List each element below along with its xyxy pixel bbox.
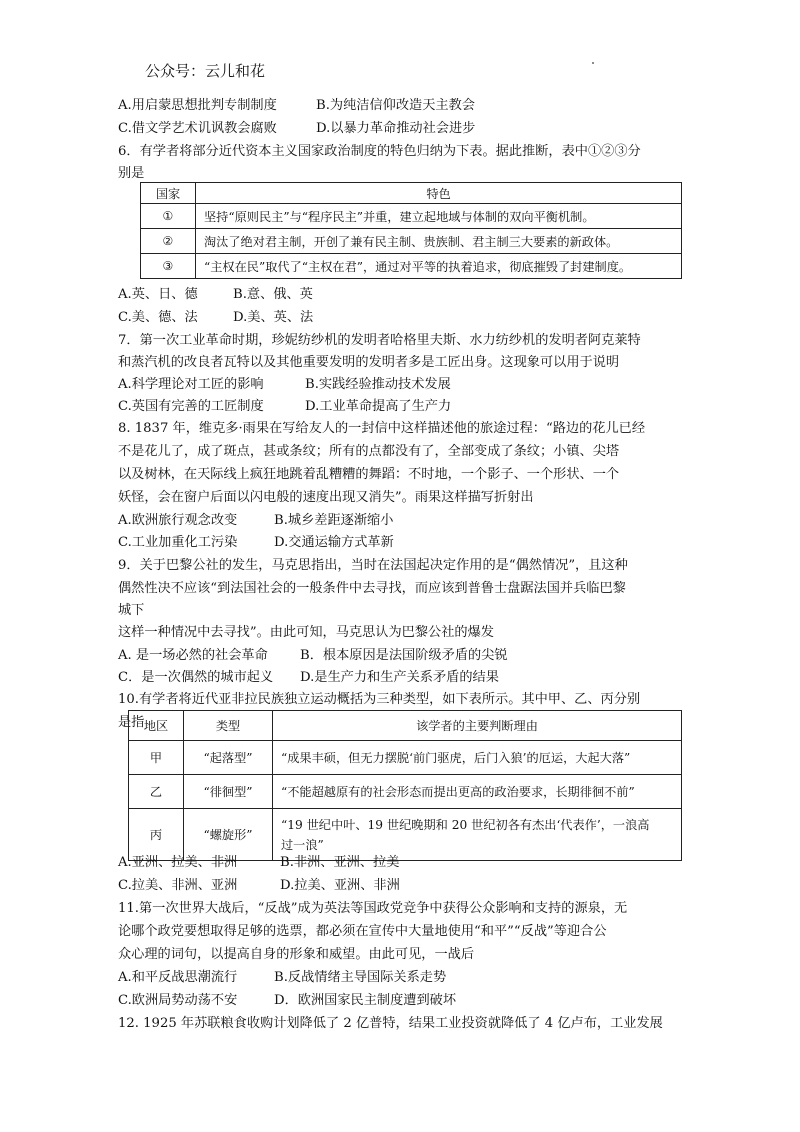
q9-stem-line4: 这样一种情况中去寻找”。由此可知，马克思认为巴黎公社的爆发 — [118, 625, 494, 640]
q7-option-b[interactable]: B.实践经验推动技术发展 — [305, 377, 451, 392]
q7-stem-line1: 7．第一次工业革命时期，珍妮纺纱机的发明者哈格里夫斯、水力纺纱机的发明者阿克莱特 — [118, 333, 641, 348]
q5-option-b[interactable]: B.为纯洁信仰改造天主教会 — [316, 98, 475, 113]
table-row — [141, 254, 682, 279]
table-header-row — [129, 711, 682, 741]
q12-stem-line1: 12. 1925 年苏联粮食收购计划降低了 2 亿普特，结果工业投资就降低了 4 亿卢布，工业发展 — [118, 1016, 663, 1031]
table-header-cell: 类型 — [184, 711, 273, 741]
q6-option-c[interactable]: C.美、德、法 — [118, 310, 198, 325]
q9-option-d[interactable]: D.是生产力和生产关系矛盾的结果 — [300, 670, 499, 685]
q11-option-d[interactable]: D．欧洲国家民主制度遭到破坏 — [274, 993, 457, 1008]
q9-stem-line1: 9．关于巴黎公社的发生，马克思指出，当时在法国起决定作用的是“偶然情况”，且这种 — [118, 558, 628, 573]
q8-options-row1 — [118, 510, 393, 532]
table-header-cell: 国家 — [141, 183, 196, 204]
q7-options-row1 — [118, 374, 451, 396]
q10-stem-line2: 是指 — [118, 715, 145, 730]
q7-option-a[interactable]: A.科学理论对工匠的影响 — [118, 377, 264, 392]
q10-option-a[interactable]: A.亚洲、拉美、非洲 — [118, 855, 238, 870]
page-header: 公众号：云儿和花 — [145, 62, 266, 80]
table-cell-reason: “不能超越原有的社会形态而提出更高的政治要求，长期徘徊不前” — [273, 775, 682, 809]
q11-option-a[interactable]: A.和平反战思潮流行 — [118, 970, 238, 985]
q9-option-a[interactable]: A. 是一场必然的社会革命 — [118, 648, 268, 663]
q6-option-b[interactable]: B.意、俄、英 — [233, 287, 313, 302]
table-cell-num: ② — [141, 229, 196, 254]
q10-options-row2 — [118, 875, 400, 897]
scan-speck — [592, 62, 594, 64]
q8-option-c[interactable]: C.工业加重化工污染 — [118, 535, 238, 550]
q8-option-d[interactable]: D.交通运输方式革新 — [274, 535, 394, 550]
table-cell-text: 坚持“原则民主”与“程序民主”并重，建立起地域与体制的双向平衡机制。 — [196, 204, 682, 229]
q11-option-c[interactable]: C.欧洲局势动荡不安 — [118, 993, 238, 1008]
q7-option-d[interactable]: D.工业革命提高了生产力 — [305, 399, 452, 414]
table-cell-type: “起落型” — [184, 741, 273, 775]
q9-option-b[interactable]: B．根本原因是法国阶级矛盾的尖锐 — [300, 648, 508, 663]
q5-options-row1 — [118, 95, 475, 117]
q8-options-row2 — [118, 532, 394, 554]
q6-option-a[interactable]: A.英、日、德 — [118, 287, 198, 302]
q5-option-a[interactable]: A.用启蒙思想批判专制制度 — [118, 98, 277, 113]
q8-stem-line4: 妖怪，会在窗户后面以闪电般的速度出现又消失”。雨果这样描写折射出 — [118, 490, 534, 505]
q9-option-c[interactable]: C．是一次偶然的城市起义 — [118, 670, 274, 685]
q11-stem-line3: 众心理的词句，以提高自身的形象和威望。由此可见，一战后 — [118, 947, 475, 962]
table-header-row — [141, 183, 682, 204]
q7-stem-line2: 和蒸汽机的改良者瓦特以及其他重要发明的发明者多是工匠出身。这现象可以用于说明 — [118, 355, 620, 370]
reason-line: 过一浪” — [281, 837, 324, 852]
table-cell-type: “螺旋形” — [184, 809, 273, 861]
table-cell-region: 丙 — [129, 809, 184, 861]
table-cell-num: ① — [141, 204, 196, 229]
q6-stem-line2: 别是 — [118, 166, 145, 181]
q6-option-d[interactable]: D.美、英、法 — [233, 310, 314, 325]
q10-option-b[interactable]: B.非洲、亚洲、拉美 — [280, 855, 400, 870]
q10-options-row1 — [118, 852, 399, 874]
table-row — [141, 204, 682, 229]
q8-stem-line2: 不是花儿了，成了斑点，甚或条纹；所有的点都没有了，全部变成了条纹；小镇、尖塔 — [118, 444, 620, 459]
table-cell-reason: “成果丰硕，但无力摆脱‘前门驱虎，后门入狼’的厄运，大起大落” — [273, 741, 682, 775]
table-header-cell: 地区 — [129, 711, 184, 741]
table-row — [141, 229, 682, 254]
table-row — [129, 775, 682, 809]
reason-line: “19 世纪中叶、19 世纪晚期和 20 世纪初各有杰出‘代表作’，一浪高 — [281, 817, 650, 832]
q9-options-row2 — [118, 667, 499, 689]
q8-option-b[interactable]: B.城乡差距逐渐缩小 — [274, 513, 394, 528]
table-cell-text: 淘汰了绝对君主制，开创了兼有民主制、贵族制、君主制三大要素的新政体。 — [196, 229, 682, 254]
q5-option-c[interactable]: C.借文学艺术讥讽教会腐败 — [118, 121, 277, 136]
table-header-cell: 特色 — [196, 183, 682, 204]
q7-option-c[interactable]: C.英国有完善的工匠制度 — [118, 399, 264, 414]
q11-stem-line2: 论哪个政党要想取得足够的选票，都必须在宣传中大量地使用“和平”“反战”等迎合公 — [118, 924, 607, 939]
q9-options-row1 — [118, 645, 508, 667]
q10-option-c[interactable]: C.拉美、非洲、亚洲 — [118, 878, 238, 893]
q8-option-a[interactable]: A.欧洲旅行观念改变 — [118, 513, 238, 528]
q10-table — [128, 710, 682, 861]
table-cell-region: 甲 — [129, 741, 184, 775]
q10-stem-line1: 10.有学者将近代亚非拉民族独立运动概括为三种类型，如下表所示。其中甲、乙、丙分别 — [118, 692, 641, 707]
q9-stem-line2: 偶然性决不应该“到法国社会的一般条件中去寻找，而应该到普鲁士盘踞法国并兵临巴黎 — [118, 581, 626, 596]
q6-options-row1 — [118, 284, 313, 306]
q7-options-row2 — [118, 396, 451, 418]
q8-stem-line1: 8. 1837 年，维克多·雨果在写给友人的一封信中这样描述他的旅途过程：“路边的花儿已经 — [118, 421, 646, 436]
q6-options-row2 — [118, 307, 313, 329]
table-header-cell: 该学者的主要判断理由 — [273, 711, 682, 741]
q10-option-d[interactable]: D.拉美、亚洲、非洲 — [280, 878, 400, 893]
q11-stem-line1: 11.第一次世界大战后，“反战”成为英法等国政党竞争中获得公众影响和支持的源泉，无 — [118, 901, 628, 916]
q5-option-d[interactable]: D.以暴力革命推动社会进步 — [316, 121, 476, 136]
q9-stem-line3: 城下 — [118, 603, 145, 618]
table-cell-num: ③ — [141, 254, 196, 279]
q11-options-row1 — [118, 967, 446, 989]
q5-options-row2 — [118, 118, 475, 140]
q6-table — [140, 182, 682, 279]
table-cell-type: “徘徊型” — [184, 775, 273, 809]
q6-stem-line1: 6．有学者将部分近代资本主义国家政治制度的特色归纳为下表。据此推断，表中①②③分 — [118, 144, 641, 159]
q11-options-row2 — [118, 990, 456, 1012]
q11-option-b[interactable]: B.反战情绪主导国际关系走势 — [274, 970, 447, 985]
table-row — [129, 741, 682, 775]
q8-stem-line3: 以及树林，在天际线上疯狂地跳着乱糟糟的舞蹈：不时地，一个影子、一个形状、一个 — [118, 467, 620, 482]
table-cell-region: 乙 — [129, 775, 184, 809]
table-cell-text: “主权在民”取代了“主权在君”，通过对平等的执着追求，彻底摧毁了封建制度。 — [196, 254, 682, 279]
